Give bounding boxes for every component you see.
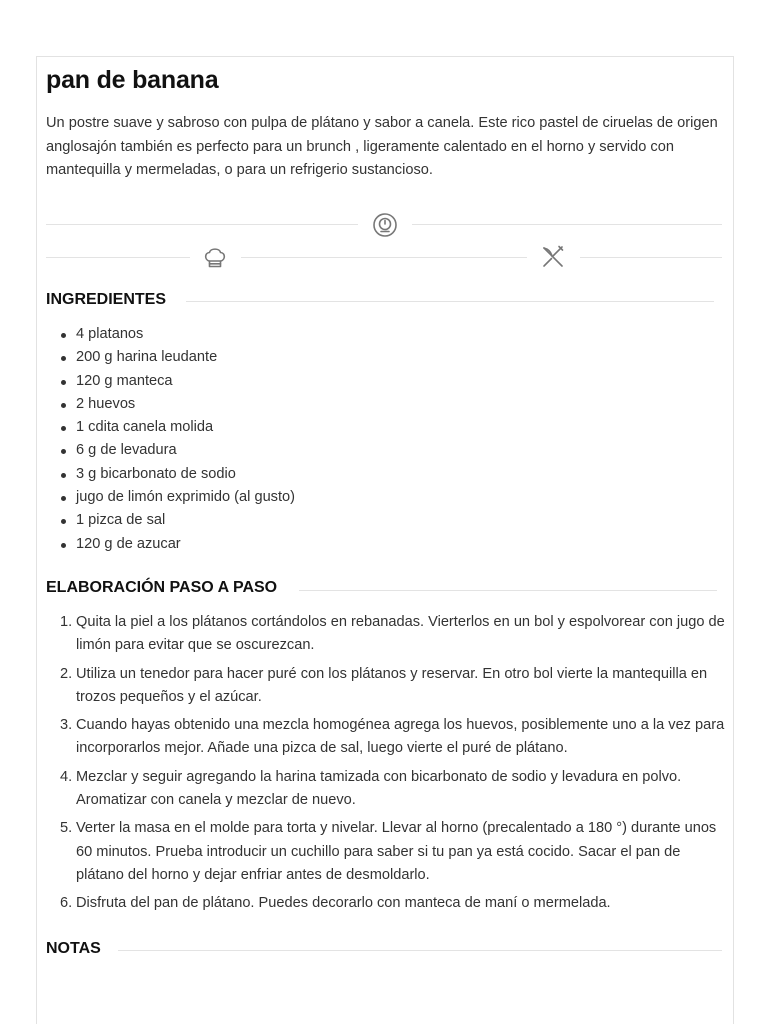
step-text: Verter la masa en el molde para torta y nivelar. Llevar al horno (precalentado a 180 °) durante unos 60 minutos. Prueba introducir un cuchillo para saber si tu pan ya está cocido. Sacar el pan de plátano del horno y dejar enfriar antes de desmoldarlo. bbox=[76, 820, 717, 883]
section-divider bbox=[186, 301, 714, 302]
step-item bbox=[46, 892, 726, 915]
steps-list bbox=[46, 611, 726, 921]
ingredient-item: jugo de limón exprimido (al gusto) bbox=[60, 486, 295, 509]
divider-line bbox=[580, 257, 722, 258]
step-text: Cuando hayas obtenido una mezcla homogénea agrega los huevos, posiblemente uno a la vez para incorporarlos mejor. Añade una pizca de sal, luego vierte el puré de plátano. bbox=[76, 717, 725, 757]
divider-line bbox=[412, 224, 722, 225]
divider-line bbox=[46, 257, 190, 258]
step-number: 5. bbox=[60, 820, 73, 837]
recipe-title: pan de banana bbox=[46, 66, 219, 94]
step-text: Mezclar y seguir agregando la harina tamizada con bicarbonato de sodio y levadura en polvo. Aromatizar con canela y mezclar de nuevo. bbox=[76, 768, 682, 809]
ingredient-item: 2 huevos bbox=[60, 393, 295, 416]
ingredients-heading: INGREDIENTES bbox=[46, 291, 167, 308]
step-text: Utiliza un tenedor para hacer puré con los plátanos y reservar. En otro bol vierte la mantequilla en trozos pequeños y el azúcar. bbox=[76, 665, 708, 705]
timer-icon bbox=[371, 211, 399, 239]
ingredient-item: 4 platanos bbox=[60, 323, 295, 346]
divider-line bbox=[241, 257, 527, 258]
ingredient-item: 120 g manteca bbox=[60, 370, 295, 393]
ingredient-item: 6 g de levadura bbox=[60, 439, 295, 462]
section-divider bbox=[299, 590, 717, 591]
steps-heading: ELABORACIÓN PASO A PASO bbox=[46, 579, 278, 596]
step-item bbox=[46, 714, 726, 761]
notes-heading: NOTAS bbox=[46, 940, 101, 957]
step-number: 1. bbox=[60, 614, 73, 630]
step-number: 6. bbox=[60, 895, 73, 912]
ingredients-list bbox=[60, 323, 295, 556]
chef-hat-icon bbox=[201, 243, 229, 271]
step-item bbox=[46, 817, 726, 887]
step-number: 3. bbox=[60, 717, 73, 734]
step-item bbox=[46, 766, 726, 813]
divider-line bbox=[46, 224, 358, 225]
ingredient-item: 1 cdita canela molida bbox=[60, 416, 295, 439]
ingredient-item: 120 g de azucar bbox=[60, 533, 295, 556]
step-number: 4. bbox=[60, 768, 73, 785]
step-item bbox=[46, 611, 726, 658]
ingredient-item: 1 pizca de sal bbox=[60, 509, 295, 532]
step-text: Disfruta del pan de plátano. Puedes decorarlo con manteca de maní o mermelada. bbox=[76, 895, 611, 912]
ingredient-item: 3 g bicarbonato de sodio bbox=[60, 463, 295, 486]
utensils-icon bbox=[539, 243, 567, 271]
step-number: 2. bbox=[60, 665, 73, 682]
step-item bbox=[46, 663, 726, 710]
ingredient-item: 200 g harina leudante bbox=[60, 346, 295, 369]
section-divider bbox=[118, 950, 722, 951]
step-text: Quita la piel a los plátanos cortándolos en rebanadas. Vierterlos en un bol y espolvorear con jugo de limón para evitar que se oscurezcan. bbox=[76, 614, 725, 654]
recipe-description: Un postre suave y sabroso con pulpa de plátano y sabor a canela. Este rico pastel de ciruelas de origen anglosajón también es perfecto para un brunch , ligeramente calentado en el horno y servido con mantequilla y mermeladas, o para un refrigerio sustancioso. bbox=[46, 115, 718, 178]
